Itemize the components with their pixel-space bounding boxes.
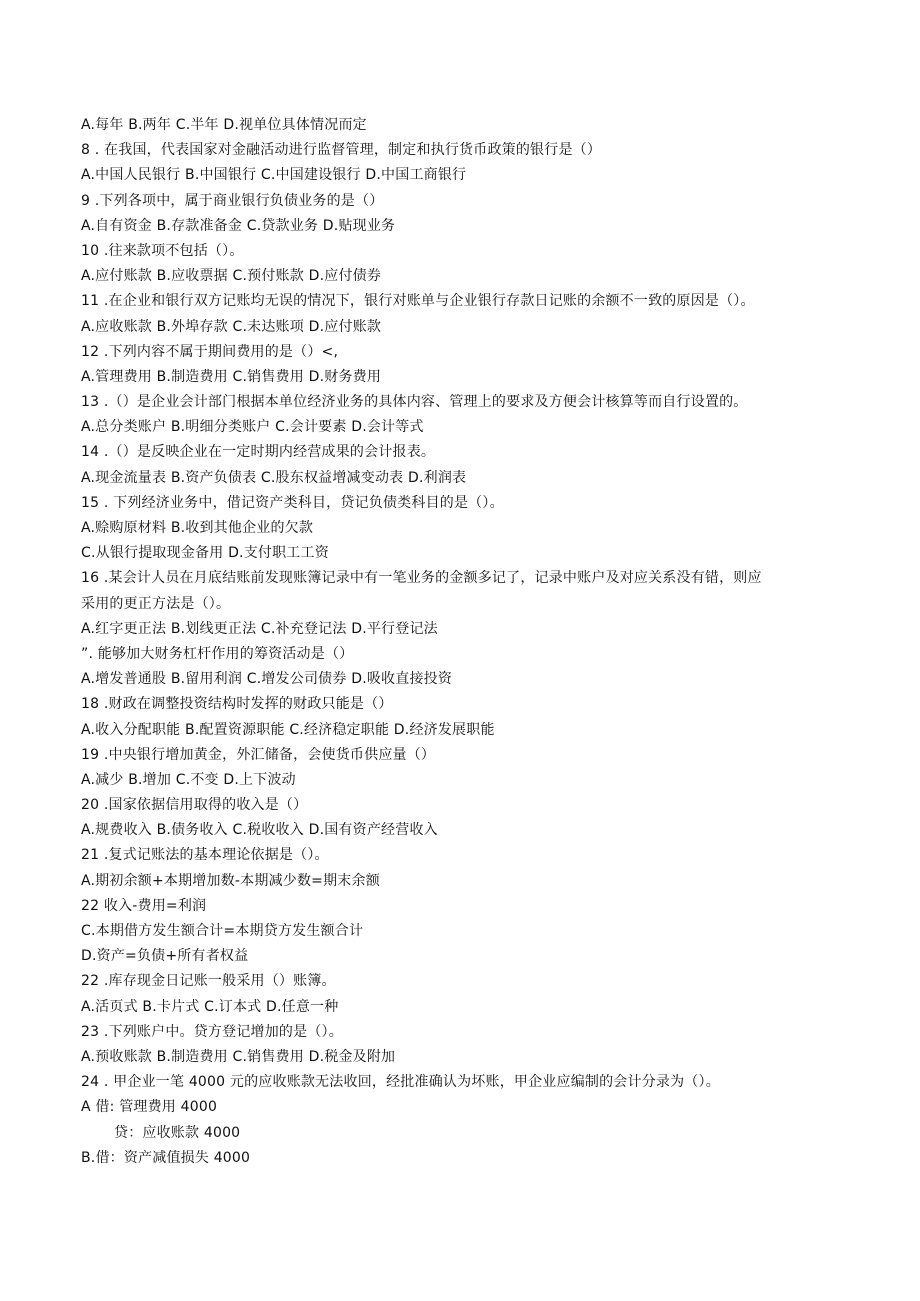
options-17: A.增发普通股 B.留用利润 C.增发公司债券 D.吸收直接投资 [81, 671, 453, 688]
question-13: 13 .（）是企业会计部门根据本单位经济业务的具体内容、管理上的要求及方便会计核算等而自行设置的。 [81, 394, 748, 411]
options-15-cd: C.从银行提取现金备用 D.支付职工工资 [81, 545, 329, 562]
question-24: 24 . 甲企业一笔 4000 元的应收账款无法收回，经批准确认为坏账，甲企业应编制的会计分录为（）。 [81, 1074, 720, 1091]
option-21-d: D.资产=负债+所有者权益 [81, 948, 249, 965]
options-15-ab: A.赊购原材料 B.收到其他企业的欠款 [81, 520, 314, 536]
question-21: 21 .复式记账法的基本理论依据是（）。 [81, 847, 329, 864]
question-20: 20 .国家依据信用取得的收入是（） [81, 797, 308, 814]
question-18: 18 .财政在调整投资结构时发挥的财政只能是（） [81, 696, 393, 713]
question-11: 11 .在企业和银行双方记账均无误的情况下，银行对账单与企业银行存款日记账的余额不一致的原因是（）。 [81, 293, 755, 310]
question-23: 23 .下列账户中。贷方登记增加的是（）。 [81, 1023, 343, 1040]
options-22: A.活页式 B.卡片式 C.订本式 D.任意一种 [81, 998, 339, 1015]
question-22: 22 .库存现金日记账一般采用（）账簿。 [81, 973, 336, 990]
text-line: A.每年 B.两年 C.半年 D.视单位具体情况而定 [81, 117, 367, 133]
options-16: A.红字更正法 B.划线更正法 C.补充登记法 D.平行登记法 [81, 620, 438, 637]
options-9: A.自有资金 B.存款准备金 C.贷款业务 D.贴现业务 [81, 217, 396, 234]
options-10: A.应付账款 B.应收票据 C.预付账款 D.应付债券 [81, 268, 382, 285]
options-19: A.减少 B.增加 C.不变 D.上下波动 [81, 771, 296, 788]
question-17: ”. 能够加大财务杠杆作用的筹资活动是（） [81, 645, 354, 662]
question-16: 16 .某会计人员在月底结账前发现账簿记录中有一笔业务的金额多记了，记录中账户及对应关系没有错，则应 [81, 570, 762, 587]
options-23: A.预收账款 B.制造费用 C.销售费用 D.税金及附加 [81, 1048, 396, 1065]
option-21-b: 22 收入-费用=利润 [81, 897, 207, 914]
option-24-b-debit: B.借：资产减值损失 4000 [81, 1149, 251, 1166]
options-18: A.收入分配职能 B.配置资源职能 C.经济稳定职能 D.经济发展职能 [81, 721, 495, 738]
question-19: 19 .中央银行增加黄金，外汇储备，会使货币供应量（） [81, 746, 436, 763]
option-24-a-credit: 贷：应收账款 4000 [114, 1124, 241, 1141]
question-10: 10 .往来款项不包括（）。 [81, 242, 244, 259]
option-21-a: A.期初余额+本期增加数-本期减少数=期末余额 [81, 872, 380, 889]
question-text-block [81, 113, 851, 1171]
options-11: A.应收账款 B.外埠存款 C.未达账项 D.应付账款 [81, 318, 382, 335]
options-14: A.现金流量表 B.资产负债表 C.股东权益增减变动表 D.利润表 [81, 469, 467, 486]
question-9: 9 .下列各项中，属于商业银行负债业务的是（） [81, 192, 384, 209]
question-8: 8 . 在我国，代表国家对金融活动进行监督管理，制定和执行货币政策的银行是（） [81, 142, 602, 159]
options-8: A.中国人民银行 B.中国银行 C.中国建设银行 D.中国工商银行 [81, 167, 467, 184]
option-24-a-debit: A 借: 管理费用 4000 [81, 1099, 218, 1116]
options-20: A.规费收入 B.债务收入 C.税收收入 D.国有资产经营收入 [81, 822, 438, 839]
question-16-continued: 采用的更正方法是（）。 [81, 595, 231, 612]
options-13: A.总分类账户 B.明细分类账户 C.会计要素 D.会计等式 [81, 419, 424, 436]
option-21-c: C.本期借方发生额合计=本期贷方发生额合计 [81, 923, 364, 939]
options-12: A.管理费用 B.制造费用 C.销售费用 D.财务费用 [81, 368, 382, 385]
question-15: 15 . 下列经济业务中，借记资产类科目，贷记负债类科目的是（）。 [81, 494, 504, 511]
question-12: 12 .下列内容不属于期间费用的是（）<, [81, 343, 339, 360]
question-14: 14 .（）是反映企业在一定时期内经营成果的会计报表。 [81, 444, 436, 461]
